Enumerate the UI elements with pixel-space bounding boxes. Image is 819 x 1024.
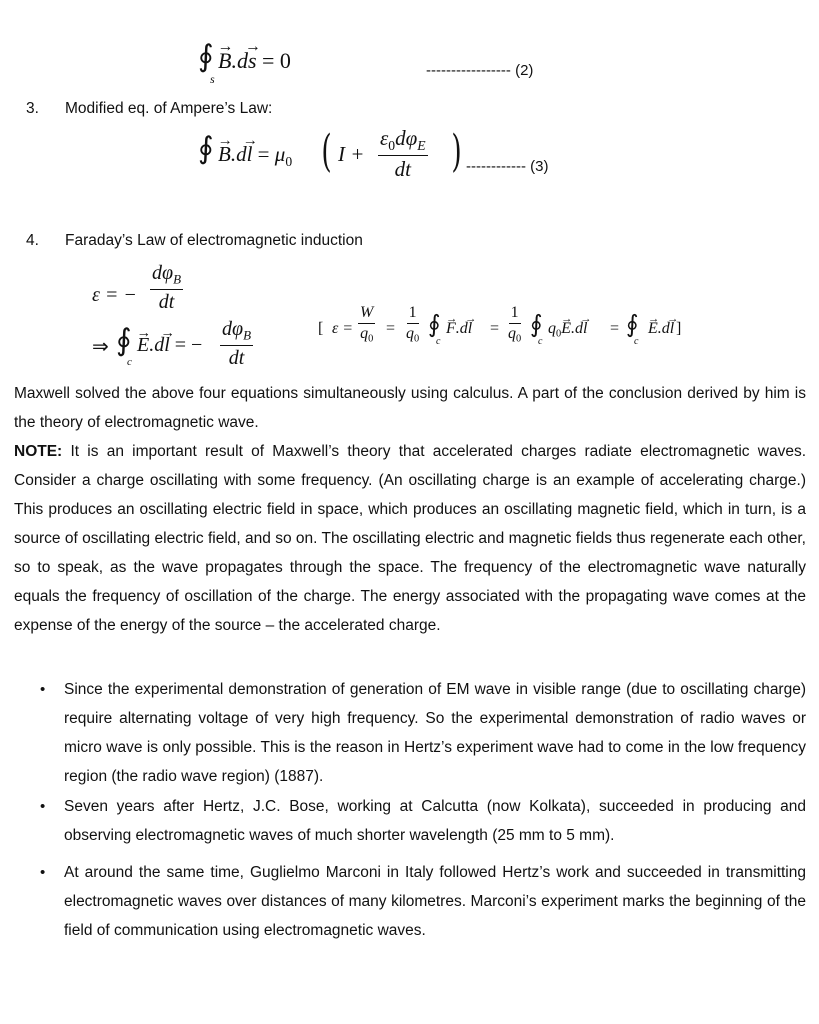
q0-e-dot-dl — [548, 320, 587, 340]
mu-subscript: 0 — [285, 153, 293, 169]
bullet-item — [40, 675, 806, 791]
eq3-lhs — [218, 142, 292, 170]
close-bracket: ] — [676, 320, 682, 337]
current-term: I + — [338, 142, 365, 166]
list-number-4: 4. — [26, 232, 39, 249]
dot-d: .d — [455, 320, 468, 337]
vector-l: → l — [247, 142, 253, 167]
vector-l: → l — [583, 320, 587, 338]
bullet-text: At around the same time, Guglielmo Marconi in Italy followed Hertz’s work and succeeded in transmitting electromagnetic waves over distances of many kilometres. Marconi’s experiment marks the beginning of the field of communication using electromagnetic waves. — [64, 864, 806, 939]
emf-symbol: ε = — [332, 320, 354, 337]
eq4b-lhs — [137, 334, 202, 357]
vector-b: → B — [218, 142, 231, 167]
fraction-denominator — [406, 324, 419, 345]
q-sub: 0 — [368, 333, 374, 345]
vector-l: → l — [164, 334, 170, 357]
integral-subscript: s — [210, 72, 215, 86]
epsilon-sub: 0 — [388, 137, 396, 153]
dot-d: .d — [570, 320, 583, 337]
integral-subscript: c — [538, 336, 543, 347]
e-dot-dl — [648, 320, 674, 338]
equals-sign: = — [610, 320, 620, 337]
bullet-text: Seven years after Hertz, J.C. Bose, working at Calcutta (now Kolkata), succeeded in producing and observing electromagnetic waves of much shorter wavelength (25 mm to 5 mm). — [64, 798, 806, 844]
integral-subscript: c — [436, 336, 441, 347]
contour-integral-symbol: ∮ — [198, 131, 214, 166]
equals-sign: = — [386, 320, 396, 337]
dot-d: .d — [149, 334, 165, 356]
contour-integral-symbol: ∮ — [116, 323, 132, 358]
eq4a-lhs: ε = − — [92, 284, 137, 306]
eq2-rhs: = 0 — [262, 48, 291, 73]
implies-arrow: ⇒ — [92, 334, 109, 358]
q-sub: 0 — [414, 333, 420, 345]
contour-integral-symbol: ∮ — [428, 310, 441, 338]
dphi-sub: B — [173, 271, 182, 287]
contour-integral-symbol: ∮ — [626, 310, 639, 338]
vector-s: → s — [248, 48, 257, 74]
eq4a-fraction — [150, 262, 183, 314]
fraction-numerator: W — [358, 304, 375, 324]
integral-subscript: c — [127, 356, 132, 368]
right-paren: ) — [451, 126, 462, 177]
fraction-denominator: dt — [158, 290, 175, 313]
vector-f: → F — [446, 320, 456, 338]
dphi-sub: E — [417, 137, 426, 153]
fraction-denominator: dt — [394, 156, 411, 181]
bullet-icon: • — [40, 681, 46, 698]
f-dot-dl — [446, 320, 472, 338]
equals-sign: = — [490, 320, 500, 337]
vector-l: → l — [468, 320, 472, 338]
bullet-icon: • — [40, 864, 46, 881]
q: q — [508, 325, 516, 342]
integral-subscript: c — [634, 336, 639, 347]
fraction-denominator: dt — [228, 346, 245, 369]
fraction-denominator — [508, 324, 521, 345]
contour-integral-symbol: ∮ — [530, 310, 543, 338]
vector-e: → E — [561, 320, 571, 338]
dot-d: .d — [657, 320, 670, 337]
dphi: dφ — [152, 262, 174, 284]
one-over-q0 — [406, 304, 419, 345]
eq3-fraction — [378, 126, 428, 182]
fraction-numerator — [220, 318, 253, 346]
bullet-icon: • — [40, 798, 46, 815]
bullet-item — [40, 792, 806, 850]
eq2-expression — [218, 48, 291, 74]
dot-d: .d — [230, 142, 247, 166]
list-text-4: Faraday’s Law of electromagnetic induction — [65, 232, 363, 249]
q-sub: 0 — [516, 333, 522, 345]
bullet-text: Since the experimental demonstration of generation of EM wave in visible range (due to oscillating charge) require alternating voltage of very high frequency. So the experimental demonstration of radio waves or micro wave is only possible. This is the reason in Hertz’s experiment wave had to come in the low frequency region (the radio wave region) (1887). — [64, 681, 806, 785]
q: q — [406, 325, 414, 342]
eq4b-fraction — [220, 318, 253, 370]
list-number-3: 3. — [26, 100, 39, 117]
note-body: It is an important result of Maxwell’s theory that accelerated charges radiate electromagnetic waves. Consider a charge oscillating with some frequency. (An oscillating charge is an example of accelerating charge.) This produces an oscillating electric field in space, which produces an oscillating magnetic field, which in turn, is a source of oscillating electric field, and so on. The oscillating electric and magnetic fields thus regenerate each other, so to speak, as the wave propagates through the space. The frequency of the electromagnetic wave naturally equals the frequency of oscillation of the charge. The energy associated with the propagating wave comes at the expense of the energy of the source – the accelerated charge. — [14, 443, 806, 634]
fraction-denominator — [360, 324, 373, 345]
dphi-sub: B — [243, 327, 252, 343]
equation-2-label: ----------------- (2) — [426, 62, 534, 79]
vector-e: → E — [137, 334, 149, 357]
vector-b: → B — [218, 48, 231, 74]
w-over-q0 — [358, 304, 375, 345]
equals-minus: = − — [174, 334, 203, 356]
open-bracket: [ — [318, 320, 324, 337]
q: q — [548, 320, 556, 337]
list-text-3: Modified eq. of Ampere’s Law: — [65, 100, 273, 117]
dphi: dφ — [395, 126, 418, 150]
vector-e: → E — [648, 320, 658, 338]
mu-symbol: μ — [274, 142, 286, 166]
note-paragraph — [14, 437, 806, 640]
maxwell-paragraph: Maxwell solved the above four equations simultaneously using calculus. A part of the conclusion derived by him is the theory of electromagnetic wave. — [14, 385, 806, 431]
epsilon: ε — [380, 126, 389, 150]
dphi: dφ — [222, 318, 244, 340]
equation-3-label: ------------ (3) — [466, 158, 549, 175]
contour-integral-symbol: ∮ — [198, 39, 214, 74]
note-label: NOTE: — [14, 443, 63, 460]
fraction-numerator — [150, 262, 183, 290]
left-paren: ( — [321, 126, 332, 177]
q: q — [360, 325, 369, 342]
equals-sign: = — [257, 142, 270, 166]
one-over-q0 — [508, 304, 521, 345]
vector-l: → l — [670, 320, 674, 338]
dot-d: .d — [231, 48, 248, 73]
bullet-item — [40, 858, 806, 945]
fraction-numerator: 1 — [407, 304, 419, 324]
fraction-numerator: 1 — [509, 304, 521, 324]
q-sub: 0 — [556, 328, 562, 340]
fraction-numerator — [378, 126, 428, 156]
